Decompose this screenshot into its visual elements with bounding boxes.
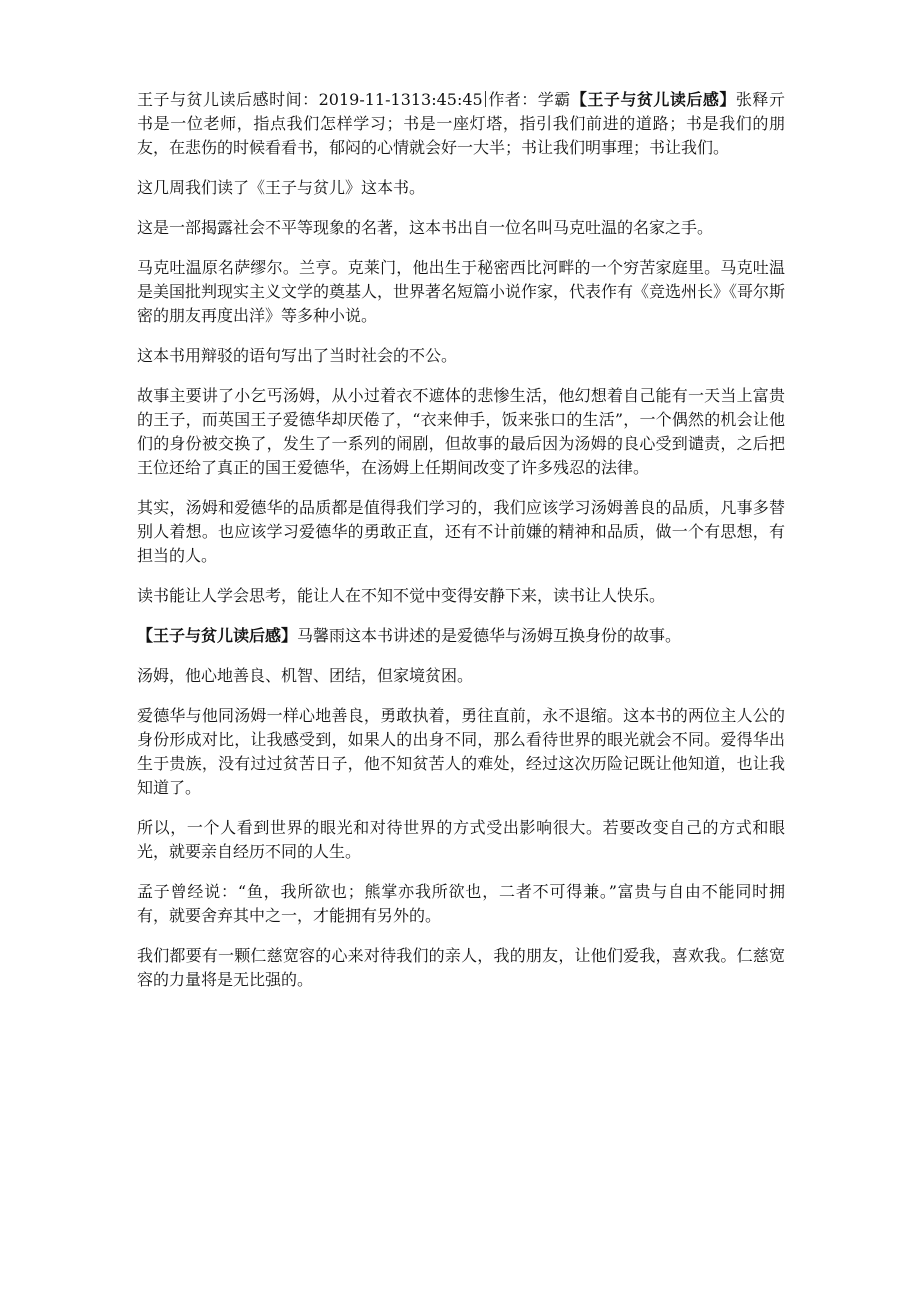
time-label: 时间：	[269, 90, 319, 109]
article-title: 王子与贫儿读后感	[137, 90, 270, 109]
author-value: 学霸	[537, 90, 571, 109]
paragraph: 这本书用辩驳的语句写出了当时社会的不公。	[137, 346, 458, 365]
paragraph: 爱德华与他同汤姆一样心地善良，勇敢执着，勇往直前，永不退缩。这本书的两位主人公的身份形成对比，让我感受到，如果人的出身不同，那么看待世界的眼光就会不同。爱得华出生于贵族，没有过过贫苦日子，他不知贫苦人的难处，经过这次历险记既让他知道，也让我知道了。	[137, 706, 785, 797]
article-header-paragraph	[137, 88, 785, 160]
paragraph-text: 马馨雨这本书讲述的是爱德华与汤姆互换身份的故事。	[297, 626, 682, 645]
section-heading: 【王子与贫儿读后感】	[137, 626, 298, 645]
paragraph-text: 张释亓书是一位老师，指点我们怎样学习；书是一座灯塔，指引我们前进的道路；书是我们的朋友，在悲伤的时候看看书，郁闷的心情就会好一大半；书让我们明事理；书让我们。	[137, 90, 785, 157]
paragraph: 故事主要讲了小乞丐汤姆，从小过着衣不遮体的悲惨生活，他幻想着自己能有一天当上富贵的王子，而英国王子爱德华却厌倦了，“衣来伸手，饭来张口的生活”，一个偶然的机会让他们的身份被交换了，发生了一系列的闹剧，但故事的最后因为汤姆的良心受到谴责，之后把王位还给了真正的国王爱德华，在汤姆上任期间改变了许多残忍的法律。	[137, 386, 785, 477]
paragraph: 其实，汤姆和爱德华的品质都是值得我们学习的，我们应该学习汤姆善良的品质，凡事多替别人着想。也应该学习爱德华的勇敢正直，还有不计前嫌的精神和品质，做一个有思想，有担当的人。	[137, 498, 785, 565]
paragraph: 这是一部揭露社会不平等现象的名著，这本书出自一位名叫马克吐温的名家之手。	[137, 218, 714, 237]
document-body	[137, 88, 785, 1008]
author-label: 作者：	[487, 90, 538, 109]
paragraph: 所以，一个人看到世界的眼光和对待世界的方式受出影响很大。若要改变自己的方式和眼光，就要亲自经历不同的人生。	[137, 818, 785, 861]
section-heading: 【王子与贫儿读后感】	[570, 90, 736, 109]
paragraph: 马克吐温原名萨缪尔。兰亨。克莱门，他出生于秘密西比河畔的一个穷苦家庭里。马克吐温是美国批判现实主义文学的奠基人，世界著名短篇小说作家，代表作有《竞选州长》《哥尔斯密的朋友再度出洋》等多种小说。	[137, 258, 786, 325]
paragraph: 汤姆，他心地善良、机智、团结，但家境贫困。	[137, 666, 474, 685]
paragraph: 我们都要有一颗仁慈宽容的心来对待我们的亲人，我的朋友，让他们爱我，喜欢我。仁慈宽容的力量将是无比强的。	[137, 946, 785, 989]
paragraph: 孟子曾经说：“鱼，我所欲也；熊掌亦我所欲也，二者不可得兼。”富贵与自由不能同时拥有，就要舍弃其中之一，才能拥有另外的。	[137, 882, 785, 925]
separator-bar	[485, 91, 486, 107]
second-essay-paragraph	[137, 624, 785, 648]
time-value: 2019-11-1313:45:45	[318, 90, 483, 109]
paragraph: 这几周我们读了《王子与贫儿》这本书。	[137, 178, 426, 197]
paragraph: 读书能让人学会思考，能让人在不知不觉中变得安静下来，读书让人快乐。	[137, 586, 666, 605]
